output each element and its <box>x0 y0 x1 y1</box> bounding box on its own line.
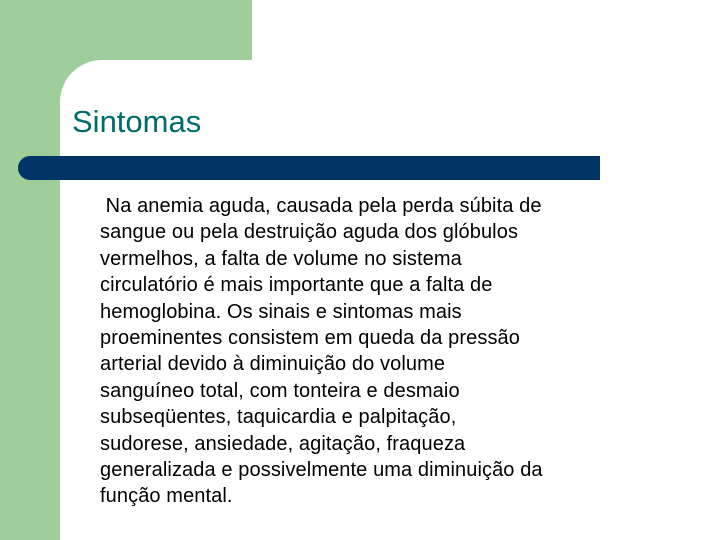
body-line: sangue ou pela destruição aguda dos glóbulos <box>100 221 519 244</box>
body-line: generalizada e possivelmente uma diminuição da <box>100 459 543 482</box>
body-line: função mental. <box>100 485 233 508</box>
body-line: proeminentes consistem em queda da pressão <box>100 327 520 350</box>
body-line: subseqüentes, taquicardia e palpitação, <box>100 406 457 429</box>
body-line: arterial devido à diminuição do volume <box>100 353 446 376</box>
body-line: circulatório é mais importante que a falta de <box>100 274 493 297</box>
slide-title: Sintomas <box>72 104 202 139</box>
title-underline-bar <box>18 156 600 180</box>
body-line: hemoglobina. Os sinais e sintomas mais <box>100 300 462 323</box>
body-line: vermelhos, a falta de volume no sistema <box>100 247 462 270</box>
slide-body-text <box>100 193 700 510</box>
body-line: sanguíneo total, com tonteira e desmaio <box>100 379 460 402</box>
body-line: sudorese, ansiedade, agitação, fraqueza <box>100 432 466 455</box>
body-line: Na anemia aguda, causada pela perda súbita de <box>100 195 542 217</box>
